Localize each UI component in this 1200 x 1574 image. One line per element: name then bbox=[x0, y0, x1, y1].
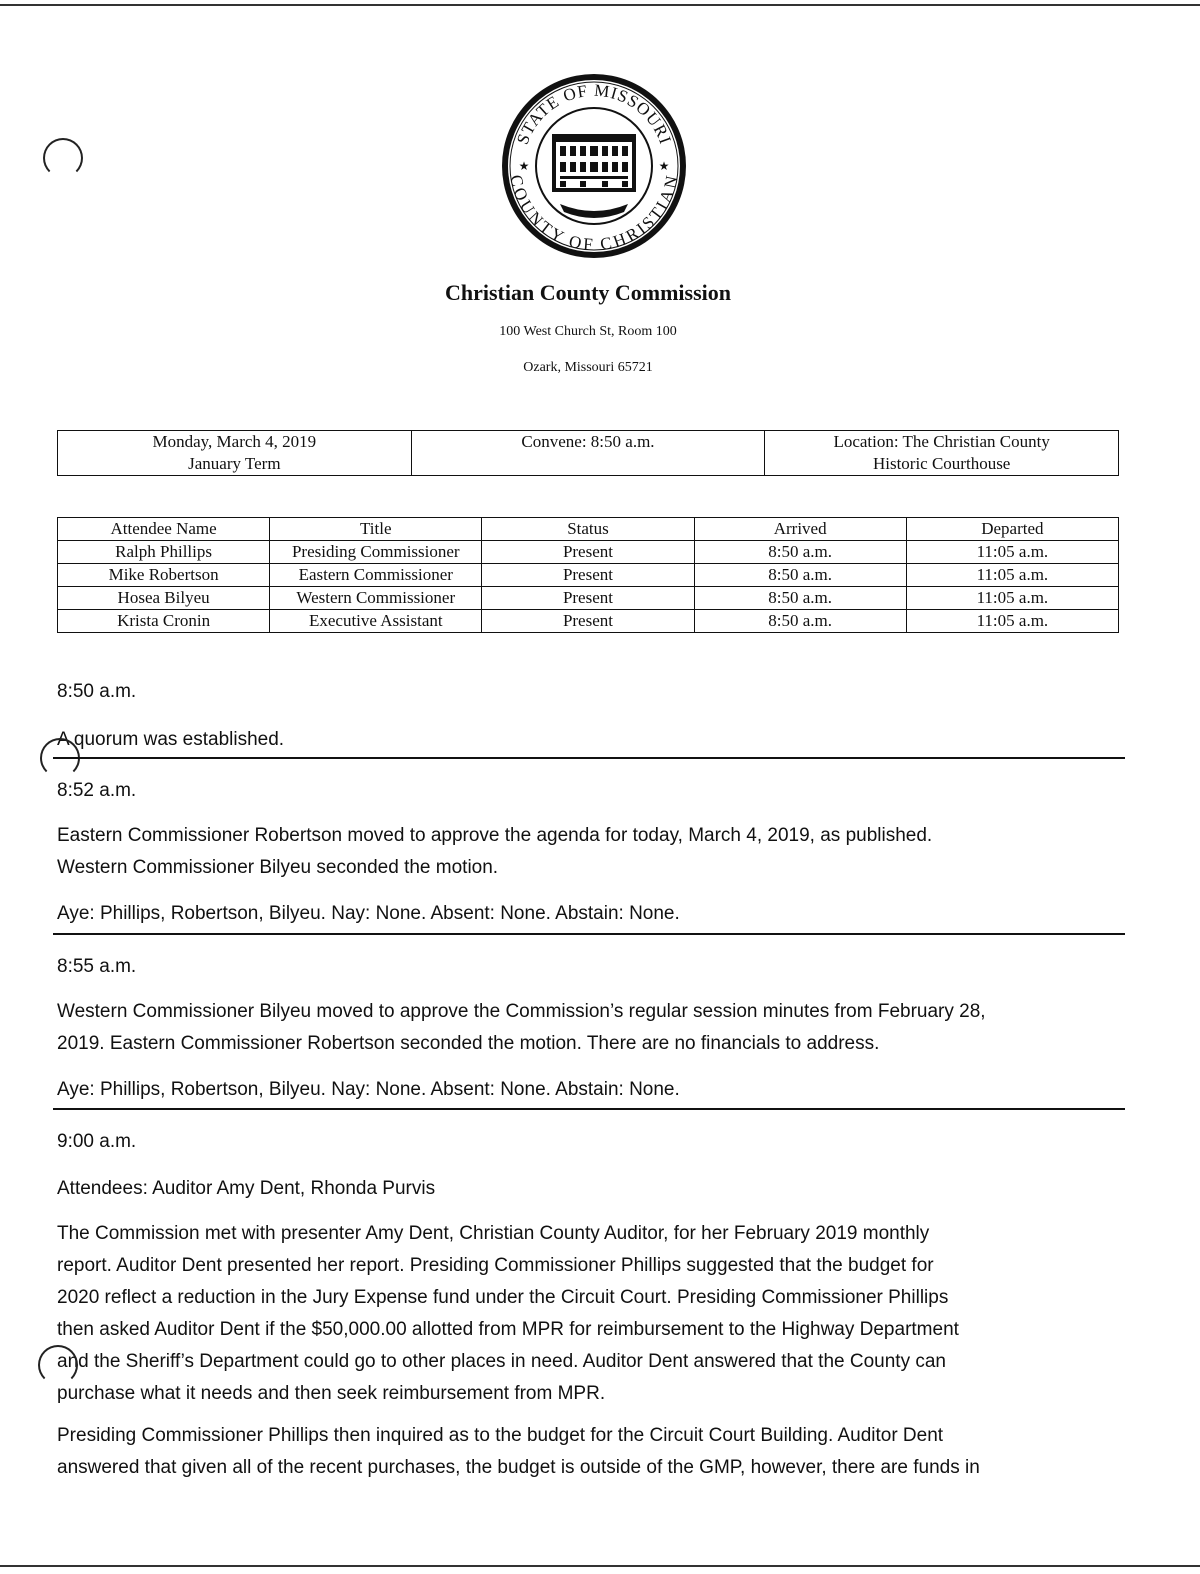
entry-time: 8:52 a.m. bbox=[57, 780, 137, 801]
paragraph-line: answered that given all of the recent purchases, the budget is outside of the GMP, however, there are funds in bbox=[57, 1457, 980, 1478]
attendee-name: Ralph Phillips bbox=[58, 541, 270, 564]
column-header: Arrived bbox=[694, 518, 906, 541]
attendee-arrived: 8:50 a.m. bbox=[694, 587, 906, 610]
seal-bottom-text: COUNTY OF CHRISTIAN bbox=[506, 173, 682, 255]
scan-edge-bottom bbox=[0, 1565, 1200, 1567]
paragraph-line: Presiding Commissioner Phillips then inquired as to the budget for the Circuit Court Building. Auditor Dent bbox=[57, 1425, 944, 1446]
minutes-paragraph bbox=[57, 996, 1127, 1060]
entry-time: 9:00 a.m. bbox=[57, 1131, 137, 1152]
attendee-departed: 11:05 a.m. bbox=[906, 541, 1118, 564]
svg-text:★: ★ bbox=[518, 159, 530, 173]
attendees-line: Attendees: Auditor Amy Dent, Rhonda Purvis bbox=[57, 1178, 436, 1199]
attendee-arrived: 8:50 a.m. bbox=[694, 564, 906, 587]
paragraph-line: Western Commissioner Bilyeu seconded the motion. bbox=[57, 857, 499, 878]
meeting-term: January Term bbox=[188, 454, 281, 473]
scan-edge-top bbox=[0, 4, 1200, 6]
location-line-1: Location: The Christian County bbox=[833, 432, 1050, 451]
attendee-title: Executive Assistant bbox=[270, 610, 482, 633]
attendee-status: Present bbox=[482, 564, 694, 587]
attendee-title: Presiding Commissioner bbox=[270, 541, 482, 564]
meeting-date-cell bbox=[58, 431, 412, 476]
attendee-status: Present bbox=[482, 541, 694, 564]
vote-line: Aye: Phillips, Robertson, Bilyeu. Nay: None. Absent: None. Abstain: None. bbox=[57, 1079, 680, 1100]
minutes-paragraph bbox=[57, 1218, 1127, 1410]
table-row bbox=[58, 541, 1119, 564]
column-header: Status bbox=[482, 518, 694, 541]
attendee-departed: 11:05 a.m. bbox=[906, 610, 1118, 633]
location-line-2: Historic Courthouse bbox=[872, 454, 1011, 473]
convene-cell bbox=[411, 431, 765, 476]
table-row bbox=[58, 564, 1119, 587]
seal-top-text: STATE OF MISSOURI bbox=[512, 80, 676, 147]
quorum-text: A quorum was established. bbox=[57, 729, 285, 750]
meeting-info-table bbox=[57, 430, 1119, 476]
entry-time: 8:55 a.m. bbox=[57, 956, 137, 977]
paragraph-line: 2019. Eastern Commissioner Robertson seconded the motion. There are no financials to address. bbox=[57, 1033, 880, 1054]
paragraph-line: report. Auditor Dent presented her report. Presiding Commissioner Phillips suggested that the budget for bbox=[57, 1255, 934, 1276]
location-cell bbox=[765, 431, 1119, 476]
column-header: Departed bbox=[906, 518, 1118, 541]
attendee-title: Eastern Commissioner bbox=[270, 564, 482, 587]
attendee-arrived: 8:50 a.m. bbox=[694, 610, 906, 633]
attendee-table-header bbox=[58, 518, 1119, 541]
org-name: Christian County Commission bbox=[444, 280, 732, 305]
meeting-date: Monday, March 4, 2019 bbox=[152, 432, 317, 451]
convene-time: Convene: 8:50 a.m. bbox=[521, 432, 655, 451]
column-header: Attendee Name bbox=[58, 518, 270, 541]
minutes-paragraph bbox=[57, 820, 1127, 884]
punch-hole-top bbox=[43, 138, 83, 178]
attendee-name: Mike Robertson bbox=[58, 564, 270, 587]
table-row bbox=[58, 587, 1119, 610]
attendee-departed: 11:05 a.m. bbox=[906, 564, 1118, 587]
section-divider bbox=[53, 933, 1125, 935]
paragraph-line: Western Commissioner Bilyeu moved to approve the Commission’s regular session minutes from February 28, bbox=[57, 1001, 986, 1022]
column-header: Title bbox=[270, 518, 482, 541]
attendee-table bbox=[57, 517, 1119, 633]
address-line-1: 100 West Church St, Room 100 bbox=[499, 324, 677, 339]
paragraph-line: then asked Auditor Dent if the $50,000.00 allotted from MPR for reimbursement to the Highway Department bbox=[57, 1319, 959, 1340]
paragraph-line: 2020 reflect a reduction in the Jury Expense fund under the Circuit Court. Presiding Commissioner Phillips bbox=[57, 1287, 949, 1308]
address-line-2: Ozark, Missouri 65721 bbox=[523, 360, 653, 375]
entry-time: 8:50 a.m. bbox=[57, 681, 137, 702]
attendee-name: Hosea Bilyeu bbox=[58, 587, 270, 610]
vote-line: Aye: Phillips, Robertson, Bilyeu. Nay: None. Absent: None. Abstain: None. bbox=[57, 903, 680, 924]
table-row bbox=[58, 610, 1119, 633]
paragraph-line: and the Sheriff’s Department could go to other places in need. Auditor Dent answered that the County can bbox=[57, 1351, 946, 1372]
svg-text:★: ★ bbox=[658, 159, 670, 173]
county-seal bbox=[500, 72, 688, 260]
attendee-departed: 11:05 a.m. bbox=[906, 587, 1118, 610]
section-divider bbox=[53, 757, 1125, 759]
attendee-title: Western Commissioner bbox=[270, 587, 482, 610]
paragraph-line: The Commission met with presenter Amy Dent, Christian County Auditor, for her February 2019 monthly bbox=[57, 1223, 930, 1244]
attendee-status: Present bbox=[482, 587, 694, 610]
paragraph-line: purchase what it needs and then seek reimbursement from MPR. bbox=[57, 1383, 606, 1404]
attendee-name: Krista Cronin bbox=[58, 610, 270, 633]
paragraph-line: Eastern Commissioner Robertson moved to approve the agenda for today, March 4, 2019, as published. bbox=[57, 825, 933, 846]
attendee-arrived: 8:50 a.m. bbox=[694, 541, 906, 564]
attendee-status: Present bbox=[482, 610, 694, 633]
section-divider bbox=[53, 1108, 1125, 1110]
punch-hole-bottom bbox=[38, 1345, 78, 1385]
minutes-paragraph bbox=[57, 1420, 1127, 1484]
